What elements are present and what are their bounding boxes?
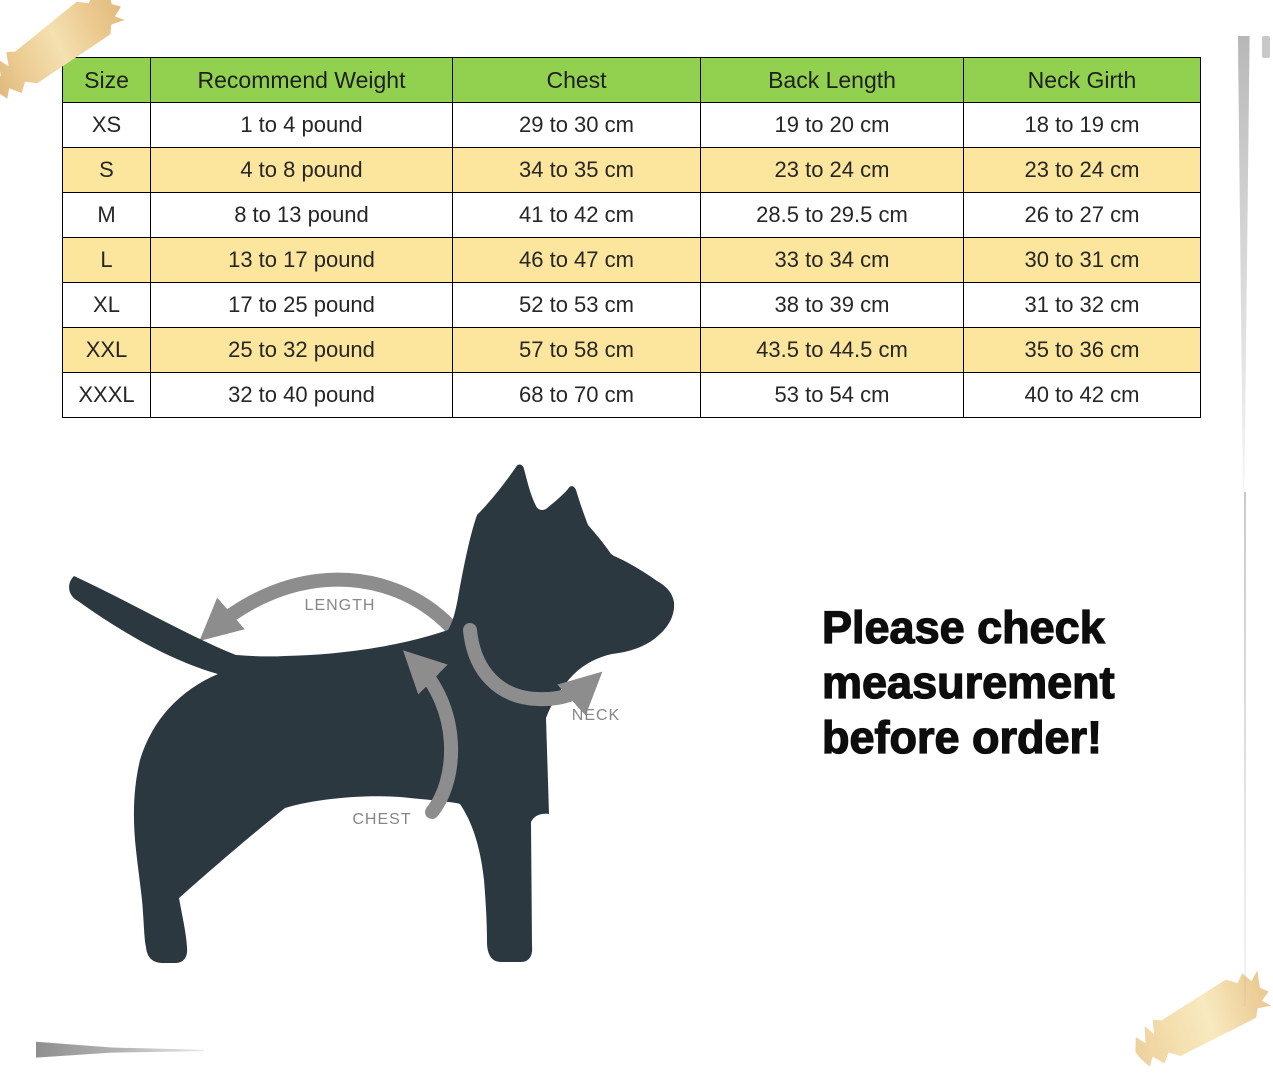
table-cell: XS [63, 103, 151, 148]
page-curl-right [1236, 36, 1252, 496]
table-row-m [63, 193, 1201, 238]
table-row-xl [63, 283, 1201, 328]
table-cell: 8 to 13 pound [151, 193, 453, 238]
table-cell: 19 to 20 cm [701, 103, 964, 148]
table-cell: 13 to 17 pound [151, 238, 453, 283]
table-cell: 32 to 40 pound [151, 373, 453, 418]
table-row-s [63, 148, 1201, 193]
table-cell: 52 to 53 cm [453, 283, 701, 328]
column-header-neck-girth: Neck Girth [964, 58, 1201, 103]
table-cell: 38 to 39 cm [701, 283, 964, 328]
table-cell: 1 to 4 pound [151, 103, 453, 148]
table-row-xs [63, 103, 1201, 148]
table-cell: 46 to 47 cm [453, 238, 701, 283]
column-header-back-length: Back Length [701, 58, 964, 103]
table-cell: 33 to 34 cm [701, 238, 964, 283]
chest-label: CHEST [352, 811, 412, 828]
note-line-2: measurement [822, 657, 1115, 708]
neck-label: NECK [571, 707, 621, 724]
table-row-l [63, 238, 1201, 283]
table-cell: 25 to 32 pound [151, 328, 453, 373]
table-cell: 43.5 to 44.5 cm [701, 328, 964, 373]
table-cell: XXXL [63, 373, 151, 418]
table-cell: 29 to 30 cm [453, 103, 701, 148]
table-row-xxxl [63, 373, 1201, 418]
page-curl-right-nub [1262, 36, 1270, 58]
table-cell: 34 to 35 cm [453, 148, 701, 193]
table-row-xxl [63, 328, 1201, 373]
note-text [822, 600, 1152, 765]
table-cell: S [63, 148, 151, 193]
table-cell: XXL [63, 328, 151, 373]
table-cell: 68 to 70 cm [453, 373, 701, 418]
table-cell: 4 to 8 pound [151, 148, 453, 193]
page-curl-bottom-left [36, 1040, 204, 1058]
table-header-row [63, 58, 1201, 103]
length-label: LENGTH [304, 597, 376, 614]
tape-bottom-right [1125, 965, 1273, 1076]
note-line-1: Please check [822, 602, 1105, 653]
table-cell: M [63, 193, 151, 238]
table-cell: L [63, 238, 151, 283]
table-cell: 35 to 36 cm [964, 328, 1201, 373]
table-cell: XL [63, 283, 151, 328]
table-cell: 31 to 32 cm [964, 283, 1201, 328]
size-chart-table [62, 57, 1201, 418]
table-cell: 57 to 58 cm [453, 328, 701, 373]
table-cell: 30 to 31 cm [964, 238, 1201, 283]
column-header-size: Size [63, 58, 151, 103]
table-cell: 18 to 19 cm [964, 103, 1201, 148]
table-cell: 26 to 27 cm [964, 193, 1201, 238]
dog-measurement-diagram [60, 450, 720, 990]
table-cell: 41 to 42 cm [453, 193, 701, 238]
note-line-3: before order! [822, 712, 1103, 763]
table-cell: 23 to 24 cm [701, 148, 964, 193]
page-curl-right-line [1244, 492, 1246, 1007]
column-header-chest: Chest [453, 58, 701, 103]
table-cell: 28.5 to 29.5 cm [701, 193, 964, 238]
table-cell: 17 to 25 pound [151, 283, 453, 328]
table-cell: 40 to 42 cm [964, 373, 1201, 418]
table-cell: 53 to 54 cm [701, 373, 964, 418]
column-header-weight: Recommend Weight [151, 58, 453, 103]
table-cell: 23 to 24 cm [964, 148, 1201, 193]
